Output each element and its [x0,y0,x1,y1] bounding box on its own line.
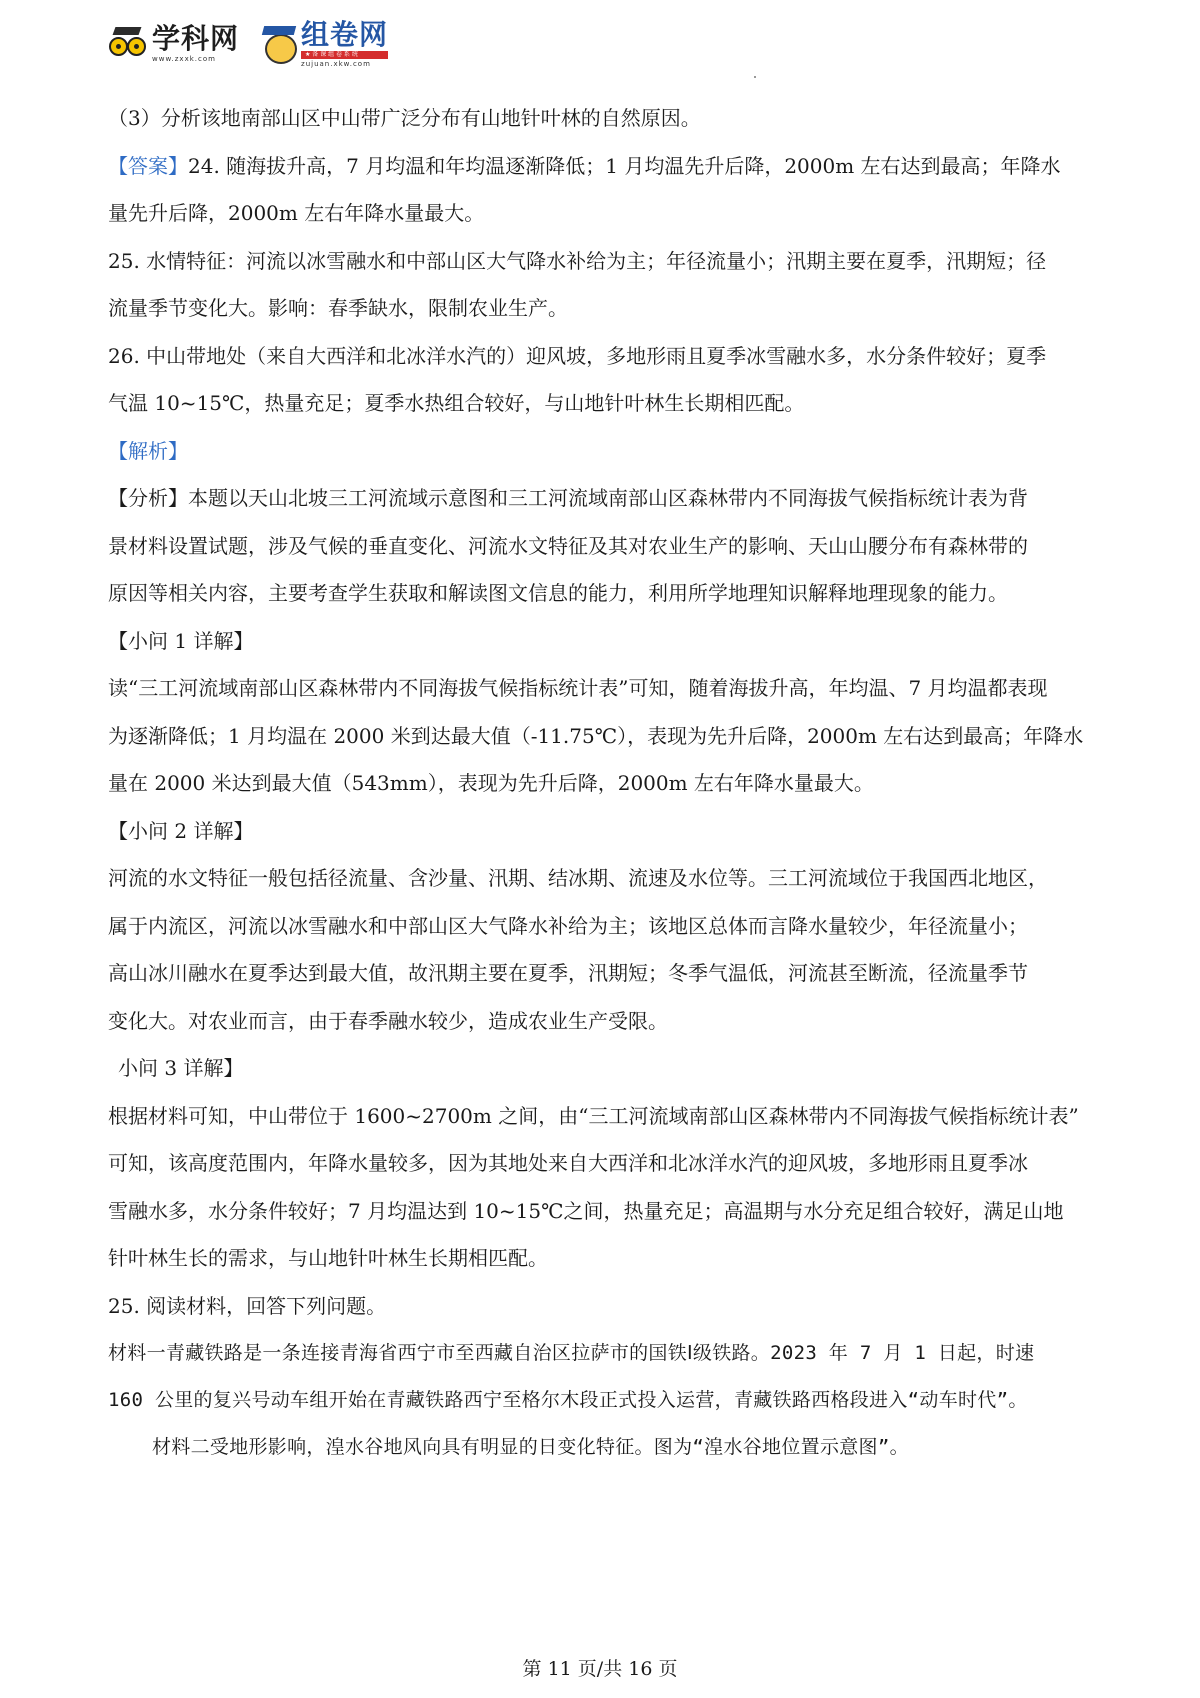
owl-mascot-icon [108,27,148,61]
text-line: 针叶林生长的需求，与山地针叶林生长期相匹配。 [108,1246,548,1270]
material-line: 材料二受地形影响，湟水谷地风向具有明显的日变化特征。图为“湟水谷地位置示意图”。 [152,1436,909,1458]
text-line: 根据材料可知，中山带位于 1600~2700m 之间，由“三工河流域南部山区森林带内不同海拔气候指标统计表” [108,1103,1079,1128]
text-line: 高山冰川融水在夏季达到最大值，故汛期主要在夏季，汛期短；冬季气温低，河流甚至断流，径流量季节 [108,961,1028,985]
question-heading: 25. 阅读材料，回答下列问题。 [108,1293,387,1318]
text-line: 原因等相关内容，主要考查学生获取和解读图文信息的能力，利用所学地理知识解释地理现象的能力。 [108,581,1008,605]
text-line: 雪融水多，水分条件较好；7 月均温达到 10~15℃之间，热量充足；高温期与水分充足组合较好，满足山地 [108,1198,1064,1223]
answer-tag: 【答案】 [108,153,188,178]
subquestion-heading: 【小问 1 详解】 [108,628,254,653]
zujuan-logo-title: 组卷网 [301,17,389,51]
zxxk-logo-url: www.zxxk.com [152,55,216,63]
text-line: 25. 水情特征：河流以冰雪融水和中部山区大气降水补给为主；年径流量小；汛期主要在夏季，汛期短；径 [108,248,1047,273]
material-line: 160 公里的复兴号动车组开始在青藏铁路西宁至格尔木段正式投入运营，青藏铁路西格段进入“动车时代”。 [108,1389,1028,1411]
text-line: 河流的水文特征一般包括径流量、含沙量、汛期、结冰期、流速及水位等。三工河流域位于我国西北地区， [108,866,1048,890]
zxxk-logo[interactable] [108,22,240,63]
scan-speck [754,76,756,78]
text-line: 属于内流区，河流以冰雪融水和中部山区大气降水补给为主；该地区总体而言降水量较少，年径流量小； [108,913,1028,938]
student-mascot-icon [261,26,297,62]
text-line: 量先升后降，2000m 左右年降水量最大。 [108,201,485,225]
text-line: 流量季节变化大。影响：春季缺水，限制农业生产。 [108,296,568,320]
text-line: 气温 10~15℃，热量充足；夏季水热组合较好，与山地针叶林生长期相匹配。 [108,391,805,415]
answer-line [108,143,1098,191]
material-line: 材料一青藏铁路是一条连接青海省西宁市至西藏自治区拉萨市的国铁Ⅰ级铁路。2023 年 7 月 1 日起，时速 [108,1342,1035,1364]
page-header [108,18,410,70]
text-line: 24. 随海拔升高，7 月均温和年均温逐渐降低；1 月均温先升后降，2000m 左右达到最高；年降水 [188,153,1061,178]
document-body [108,95,1098,1471]
page-footer: 第 11 页/共 16 页 [522,1658,678,1680]
zujuan-logo-tag: ★ 备 课 组 卷 系 统 [301,51,388,59]
subquestion-heading: 【小问 2 详解】 [108,818,254,843]
text-line: 景材料设置试题，涉及气候的垂直变化、河流水文特征及其对农业生产的影响、天山山腰分布有森林带的 [108,533,1028,558]
text-line: 为逐渐降低；1 月均温在 2000 米到达最大值（-11.75℃），表现为先升后降，2000m 左右达到最高；年降水 [108,723,1084,748]
text-line: 变化大。对农业而言，由于春季融水较少，造成农业生产受限。 [108,1008,668,1033]
subquestion-heading: 小问 3 详解】 [118,1056,244,1080]
text-line: 可知，该高度范围内，年降水量较多，因为其地处来自大西洋和北冰洋水汽的迎风坡，多地形雨且夏季冰 [108,1151,1028,1175]
text-line: 读“三工河流域南部山区森林带内不同海拔气候指标统计表”可知，随着海拔升高，年均温、7 月均温都表现 [108,676,1048,700]
text-line: 26. 中山带地处（来自大西洋和北冰洋水汽的）迎风坡，多地形雨且夏季冰雪融水多，水分条件较好；夏季 [108,343,1047,368]
text-line: 量在 2000 米达到最大值（543mm），表现为先升后降，2000m 左右年降水量最大。 [108,771,874,795]
zujuan-logo[interactable] [261,17,389,68]
text-line: 【分析】本题以天山北坡三工河流域示意图和三工河流域南部山区森林带内不同海拔气候指标统计表为背 [108,486,1028,510]
zujuan-logo-url: zujuan.xkw.com [301,59,371,68]
text-line: （3）分析该地南部山区中山带广泛分布有山地针叶林的自然原因。 [108,106,701,130]
analysis-line [108,428,1098,476]
zxxk-logo-title: 学科网 [152,22,240,55]
analysis-tag: 【解析】 [108,438,188,463]
